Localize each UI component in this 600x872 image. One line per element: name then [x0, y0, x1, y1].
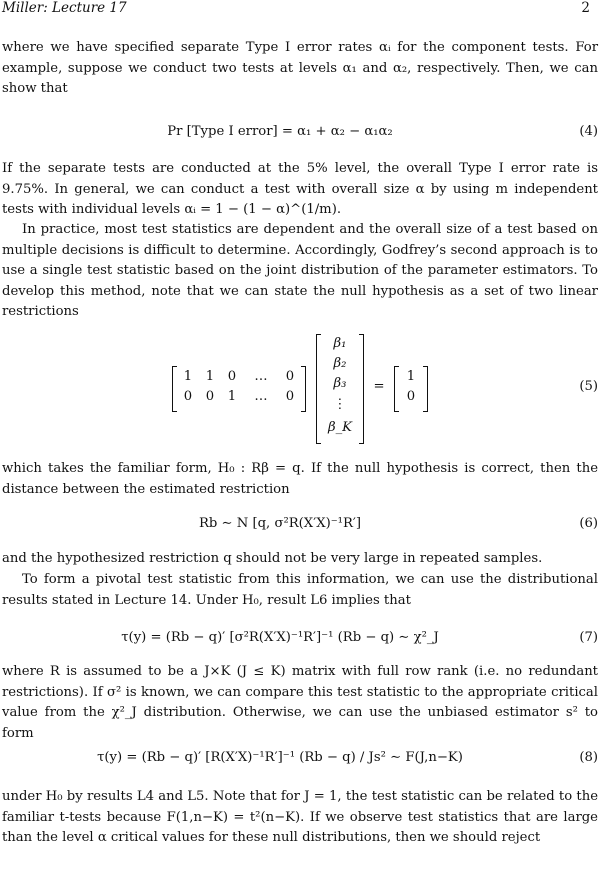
paragraph-5: and the hypothesized restriction q should not be very large in repeated samples.	[2, 551, 543, 566]
vector-entry: β₂	[333, 356, 347, 371]
paragraph-7: where R is assumed to be a J×K (J ≤ K) matrix with full row rank (i.e. no redundant restrictions). If σ² is known, we can compare this test statistic to the appropriate critical value from the χ²_J distribution. Otherwise, we can use the unbiased estimator s² to form	[2, 664, 598, 741]
equation-8	[2, 738, 598, 778]
header-author-lecture: Miller: Lecture 17	[2, 0, 127, 16]
matrix-cell: 1	[227, 389, 237, 404]
matrix-cell: …	[254, 369, 268, 384]
vector-entry: β₁	[333, 336, 347, 351]
rhs-left-bracket	[394, 366, 399, 412]
equation-4	[2, 120, 598, 144]
paragraph-1: where we have specified separate Type I error rates αᵢ for the component tests. For example, suppose we conduct two tests at levels α₁ and α₂, respectively. Then, we can show that	[2, 40, 598, 96]
equation-7-number: (7)	[579, 630, 598, 645]
matrix-cell: 0	[183, 389, 193, 404]
paragraph-8: under H₀ by results L4 and L5. Note that for J = 1, the test statistic can be related to the familiar t-tests because F(1,n−K) = t²(n−K). If we observe test statistics that are large than the level α critical values for these null distributions, then we should reject	[2, 789, 598, 845]
coefficient-matrix	[172, 366, 306, 412]
equation-4-body: Pr [Type I error] = α₁ + α₂ − α₁α₂	[167, 124, 393, 139]
vector-entry: β_K	[327, 420, 353, 435]
matrix-cell: 0	[205, 389, 215, 404]
equation-6	[2, 512, 598, 536]
paragraph-2: If the separate tests are conducted at the 5% level, the overall Type I error rate is 9.75%. In general, we can conduct a test with overall size α by using m independent tests with individual levels αᵢ = 1 − (1 − α)^(1/m).	[2, 161, 598, 217]
paragraph-4: which takes the familiar form, H₀ : Rβ = q. If the null hypothesis is correct, then the distance between the estimated restriction	[2, 461, 598, 497]
matrix-cell: 0	[227, 369, 237, 384]
equation-7	[2, 626, 598, 650]
equation-5	[2, 334, 598, 446]
matrix-left-bracket	[172, 366, 177, 412]
rhs-right-bracket	[423, 366, 428, 412]
matrix-cell: …	[254, 389, 268, 404]
matrix-right-bracket	[301, 366, 306, 412]
paragraph-3: In practice, most test statistics are dependent and the overall size of a test based on multiple decisions is difficult to determine. Accordingly, Godfrey’s second approach is to use a single test statistic based on the joint distribution of the parameter estimators. To develop this method, note that we can state the null hypothesis as a set of two linear restrictions	[2, 222, 598, 319]
equation-4-number: (4)	[579, 124, 598, 139]
equation-7-body: τ(y) = (Rb − q)′ [σ²R(X′X)⁻¹R′]⁻¹ (Rb − q) ∼ χ²_J	[121, 630, 439, 645]
equation-6-body: Rb ∼ N [q, σ²R(X′X)⁻¹R′]	[198, 516, 362, 531]
vector-right-bracket	[359, 334, 364, 444]
equation-8-number: (8)	[579, 750, 598, 765]
equals-sign: =	[373, 379, 385, 394]
page-number: 2	[581, 0, 590, 16]
rhs-vector	[394, 366, 428, 412]
running-header	[2, 0, 590, 18]
matrix-cell: 1	[183, 369, 193, 384]
paragraph-6: To form a pivotal test statistic from this information, we can use the distributional results stated in Lecture 14. Under H₀, result L6 implies that	[2, 572, 598, 608]
equation-6-number: (6)	[579, 516, 598, 531]
beta-vector	[316, 334, 364, 444]
matrix-cell: 0	[285, 389, 295, 404]
rhs-entry: 0	[406, 389, 416, 404]
vector-entry: β₃	[333, 376, 347, 391]
vector-entry: ⋮	[333, 397, 347, 412]
rhs-entry: 1	[406, 369, 416, 384]
matrix-cell: 1	[205, 369, 215, 384]
matrix-cell: 0	[285, 369, 295, 384]
equation-8-body: τ(y) = (Rb − q)′ [R(X′X)⁻¹R′]⁻¹ (Rb − q) / Js² ∼ F(J,n−K)	[97, 750, 463, 765]
vector-left-bracket	[316, 334, 321, 444]
equation-5-number: (5)	[579, 379, 598, 394]
